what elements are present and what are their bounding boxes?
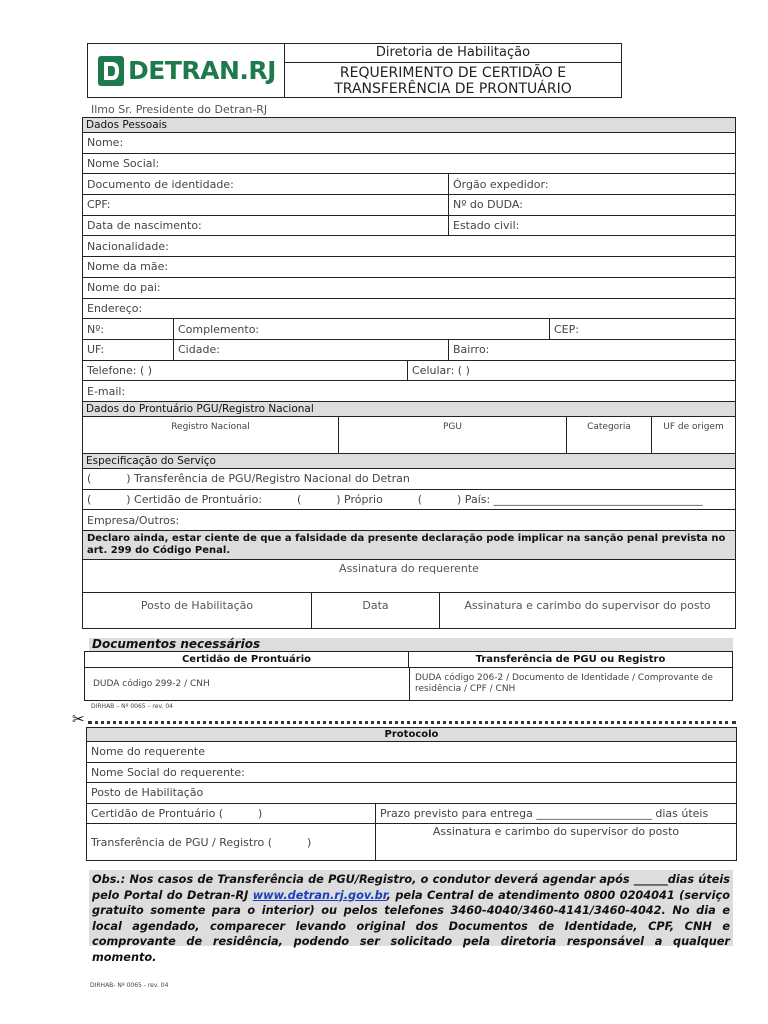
field-nacionalidade[interactable]: Nacionalidade:: [87, 239, 169, 253]
field-pai[interactable]: Nome do pai:: [87, 281, 161, 295]
field-estado-civil[interactable]: Estado civil:: [453, 219, 520, 233]
field-cidade[interactable]: Cidade:: [174, 340, 449, 360]
form-title-line1: REQUERIMENTO DE CERTIDÃO E: [339, 65, 567, 81]
field-email[interactable]: E-mail:: [87, 384, 126, 398]
field-data[interactable]: Data: [312, 593, 440, 628]
form-header: [87, 43, 622, 98]
field-posto-habilitacao[interactable]: Posto de Habilitação: [83, 593, 312, 628]
obs-text-part1: Obs.: Nos casos de Transferência de PGU/Registro, o condutor deverá agendar após ______dias úteis pelo Portal do Detran-RJ: [92, 873, 730, 902]
documents-col2-text: DUDA código 206-2 / Documento de Identidade / Comprovante de residência / CPF / CNH: [415, 673, 713, 694]
documents-col2-header: Transferência de PGU ou Registro: [475, 654, 666, 665]
field-pgu[interactable]: PGU: [339, 417, 567, 453]
protocol-section: [86, 727, 737, 861]
cut-line: [88, 721, 736, 724]
observations-note: [89, 870, 733, 964]
salutation: Ilmo Sr. Presidente do Detran-RJ: [91, 103, 268, 116]
declaration-text: Declaro ainda, estar ciente de que a falsidade da presente declaração pode implicar na sanção penal prevista no art. 299 do Código Penal.: [83, 531, 735, 559]
form-title: [285, 63, 621, 97]
protocol-title: Protocolo: [87, 728, 736, 742]
detran-portal-link[interactable]: www.detran.rj.gov.br: [252, 888, 387, 902]
field-nome[interactable]: Nome:: [87, 136, 124, 150]
scissors-icon: ✂: [72, 710, 85, 728]
logo-text: DETRAN.RJ: [128, 56, 276, 85]
field-endereco[interactable]: Endereço:: [87, 301, 143, 315]
signature-supervisor[interactable]: Assinatura e carimbo do supervisor do posto: [464, 599, 711, 612]
field-registro-nacional[interactable]: Registro Nacional: [83, 417, 339, 453]
protocol-nome-social[interactable]: Nome Social do requerente:: [91, 765, 245, 779]
footer-reference-code: DIRHAB- Nº 0065 - rev. 04: [90, 982, 169, 989]
protocol-transferencia[interactable]: Transferência de PGU / Registro ( ): [87, 824, 376, 860]
protocol-supervisor[interactable]: Assinatura e carimbo do supervisor do posto: [432, 825, 680, 838]
request-form: [82, 117, 736, 629]
protocol-prazo[interactable]: Prazo previsto para entrega _____________________ dias úteis: [380, 806, 709, 820]
field-telefone[interactable]: Telefone: ( ): [83, 361, 408, 381]
field-celular[interactable]: Celular: ( ): [412, 363, 470, 377]
documents-title: Documentos necessários: [89, 638, 733, 651]
department-title: Diretoria de Habilitação: [285, 44, 621, 63]
option-certidao[interactable]: ( ) Certidão de Prontuário: ( ) Próprio ( ) País: ______________________________________: [87, 492, 703, 506]
section-servico: Especificação do Serviço: [83, 454, 735, 468]
protocol-posto[interactable]: Posto de Habilitação: [91, 786, 204, 800]
documents-col1-header: Certidão de Prontuário: [85, 652, 409, 667]
field-cep[interactable]: CEP:: [554, 322, 579, 336]
field-numero[interactable]: Nº:: [83, 319, 174, 339]
signature-requerente[interactable]: Assinatura do requerente: [339, 562, 479, 575]
obs-text-part2: , pela Central de atendimento 0800 0204041 (serviço gratuito somente para o interior) ou pelos telefones 3460-4040/3460-4141/3460-4042. No dia e local agendado, comparecer levando original dos Documentos de Identidade, CPF, CNH e comprovante de residência, podendo ser solicitado pela diretoria responsável a qualquer momento.: [92, 888, 730, 964]
field-categoria[interactable]: Categoria: [567, 417, 652, 453]
detran-logo-icon: [98, 56, 124, 86]
field-uf-origem[interactable]: UF de origem: [663, 421, 724, 432]
field-nascimento[interactable]: Data de nascimento:: [83, 216, 449, 236]
form-title-line2: TRANSFERÊNCIA DE PRONTUÁRIO: [334, 81, 572, 97]
field-uf[interactable]: UF:: [83, 340, 174, 360]
documents-table: [84, 651, 733, 701]
option-transferencia[interactable]: ( ) Transferência de PGU/Registro Nacional do Detran: [87, 472, 410, 486]
field-orgao[interactable]: Órgão expedidor:: [453, 177, 549, 191]
field-empresa[interactable]: Empresa/Outros:: [87, 513, 180, 527]
field-duda[interactable]: Nº do DUDA:: [453, 198, 523, 212]
form-reference-code: DIRHAB – Nº 0065 – rev. 04: [91, 703, 173, 710]
field-nome-social[interactable]: Nome Social:: [87, 157, 160, 171]
detran-logo: [88, 44, 285, 97]
section-personal: Dados Pessoais: [83, 118, 735, 132]
field-mae[interactable]: Nome da mãe:: [87, 260, 169, 274]
field-cpf[interactable]: CPF:: [83, 195, 449, 215]
field-complemento[interactable]: Complemento:: [174, 319, 550, 339]
field-documento[interactable]: Documento de identidade:: [83, 174, 449, 194]
documents-col1-text: DUDA código 299-2 / CNH: [85, 668, 410, 700]
field-bairro[interactable]: Bairro:: [453, 343, 490, 357]
protocol-certidao[interactable]: Certidão de Prontuário ( ): [87, 804, 376, 824]
section-prontuario: Dados do Prontuário PGU/Registro Nacional: [83, 402, 735, 416]
protocol-nome[interactable]: Nome do requerente: [91, 745, 206, 759]
